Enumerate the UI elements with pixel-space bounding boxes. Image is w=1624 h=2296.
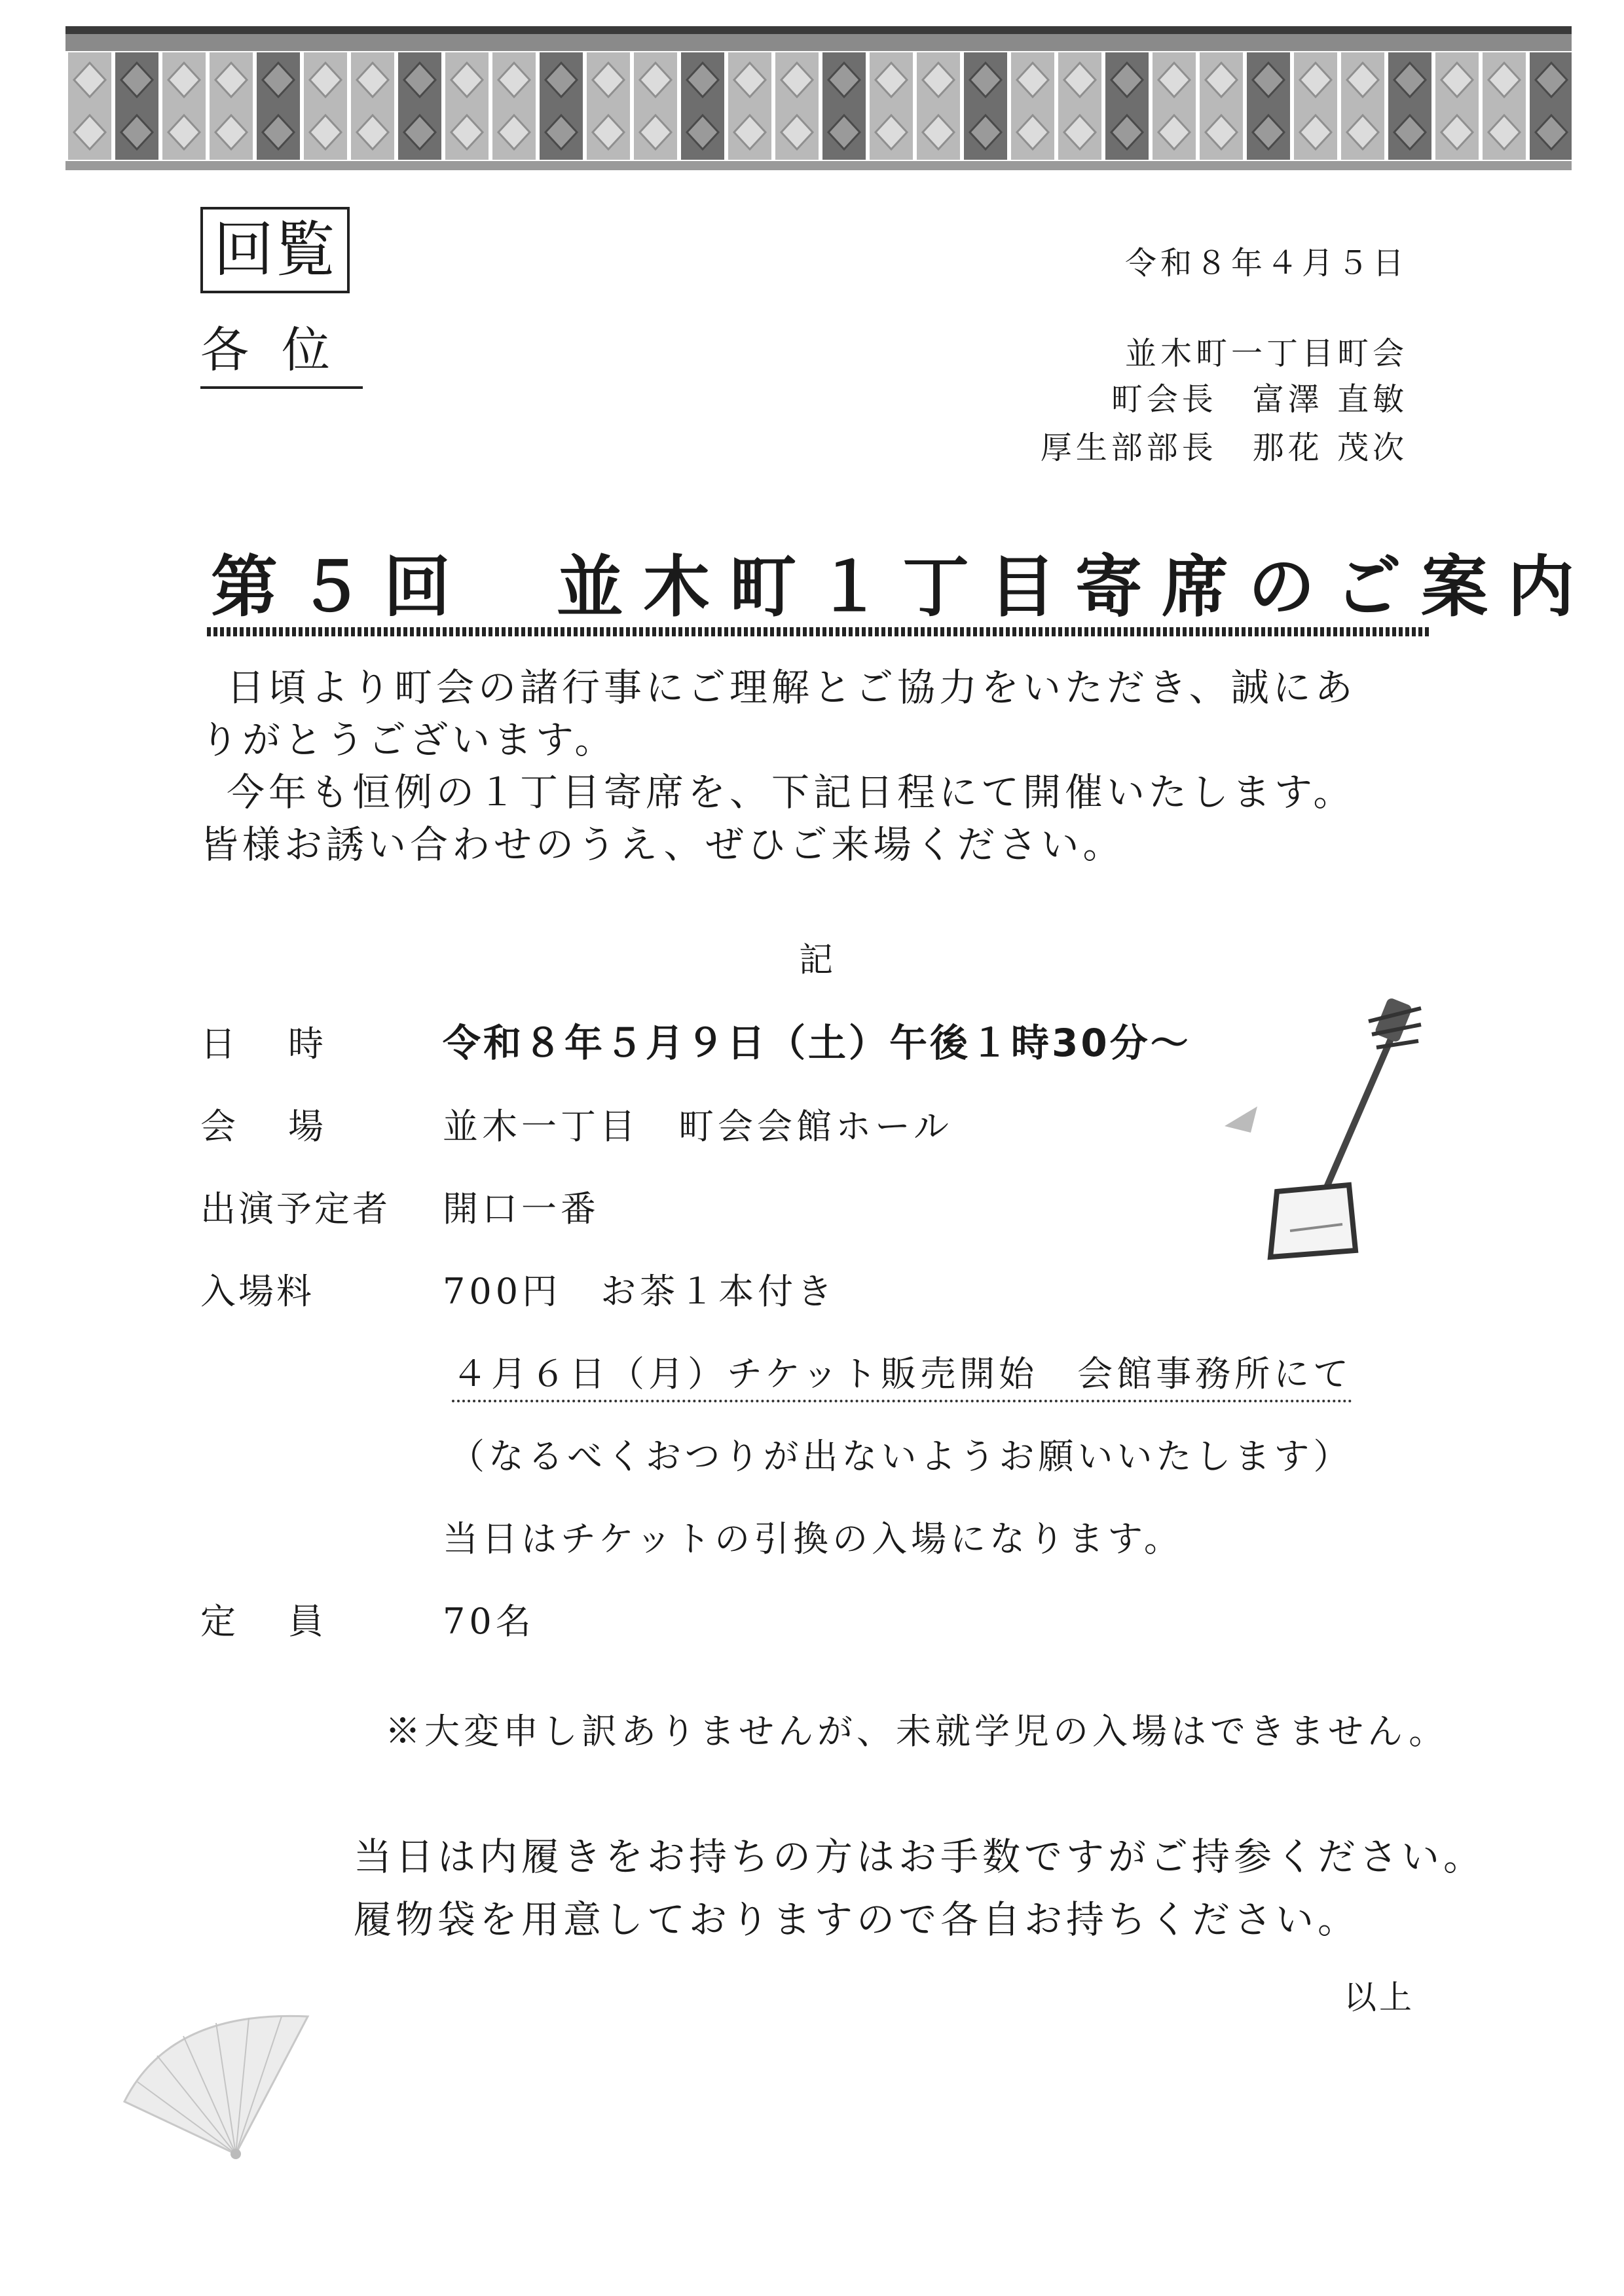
- slippers-notice-2: 履物袋を用意しておりますので各自お持ちください。: [354, 1897, 1360, 1942]
- closing-mark: 以上: [1344, 1978, 1414, 2016]
- shamisen-icon: [1225, 995, 1447, 1270]
- venue-value: 並木一丁目 町会会館ホール: [443, 1106, 953, 1147]
- page-title: 第５回 並木町１丁目寄席のご案内: [211, 549, 1594, 627]
- kimono-pattern-banner: [65, 26, 1572, 170]
- exact-change-request: （なるべくおつりが出ないようお願いいたします）: [449, 1436, 1353, 1477]
- announcement-line-1: 今年も恒例の１丁目寄席を、下記日程にて開催いたします。: [227, 770, 1356, 814]
- sender-organization: 並木町一丁目町会: [1124, 335, 1408, 372]
- children-notice: ※大変申し訳ありませんが、未就学児の入場はできません。: [385, 1711, 1449, 1752]
- details-heading: 記: [799, 941, 834, 980]
- sender-department-head: 厚生部部長 那花 茂次: [1040, 429, 1408, 466]
- greeting-line-2: りがとうございます。: [200, 718, 617, 762]
- capacity-value: 70名: [443, 1601, 535, 1642]
- slippers-notice-1: 当日は内履きをお持ちの方はお手数ですがご持参ください。: [354, 1834, 1486, 1879]
- issue-date: 令和８年４月５日: [1124, 245, 1408, 282]
- title-underline: [207, 627, 1431, 636]
- performer-label: 出演予定者: [200, 1188, 390, 1230]
- ticket-exchange-info: 当日はチケットの引換の入場になります。: [443, 1518, 1183, 1559]
- date-value: 令和８年５月９日（土）午後１時30分～: [443, 1021, 1191, 1065]
- ticket-sales-info: ４月６日（月）チケット販売開始 会館事務所にて: [452, 1351, 1352, 1402]
- sender-chairman: 町会長 富澤 直敏: [1111, 381, 1408, 418]
- circulation-stamp: 回覧: [200, 207, 350, 293]
- announcement-line-2: 皆様お誘い合わせのうえ、ぜひご来場ください。: [200, 822, 1125, 867]
- performer-value: 開口一番: [443, 1188, 600, 1230]
- capacity-label: 定員: [200, 1601, 376, 1642]
- fee-label: 入場料: [200, 1271, 314, 1312]
- greeting-line-1: 日頃より町会の諸行事にご理解とご協力をいただき、誠にあ: [227, 665, 1357, 710]
- addressee: 各位: [200, 321, 363, 389]
- fee-value: 700円 お茶１本付き: [443, 1271, 837, 1312]
- date-label: 日時: [200, 1023, 376, 1065]
- folding-fan-icon: [111, 2003, 347, 2174]
- venue-label: 会場: [200, 1106, 376, 1147]
